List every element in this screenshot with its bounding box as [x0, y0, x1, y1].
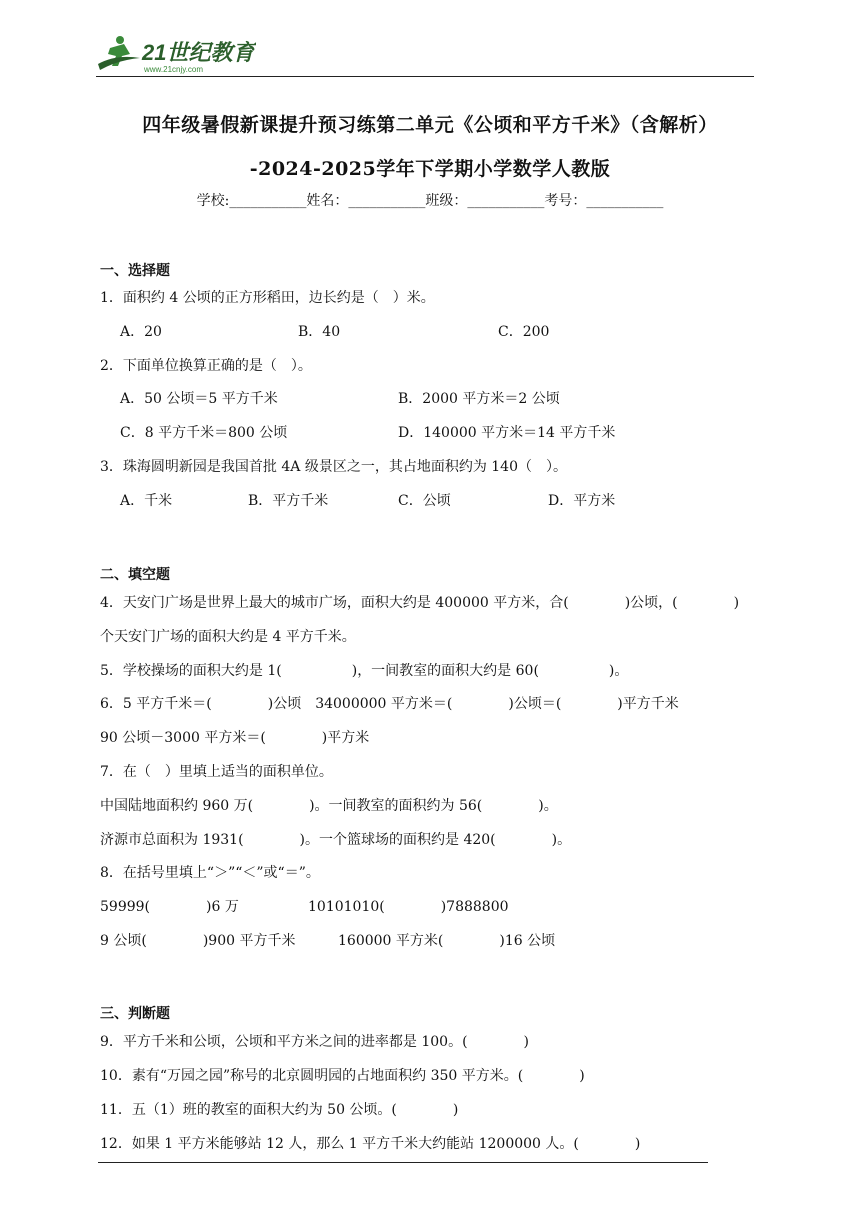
question-1-option-b: B．40 [298, 324, 341, 340]
question-12: 12．如果 1 平方米能够站 12 人，那么 1 平方千米大约能站 1200000 人。( ) [100, 1136, 641, 1152]
section-heading-fill: 二、填空题 [100, 567, 170, 583]
question-9: 9．平方千米和公顷，公顷和平方米之间的进率都是 100。( ) [100, 1034, 530, 1050]
section-heading-choice: 一、选择题 [100, 263, 170, 279]
question-4-line1: 4．天安门广场是世界上最大的城市广场，面积大约是 400000 平方米，合( )公顷，( ) [100, 595, 740, 611]
question-10: 10．素有“万园之园”称号的北京圆明园的占地面积约 350 平方米。( ) [100, 1068, 585, 1084]
question-1-stem: 1．面积约 4 公顷的正方形稻田，边长约是（ ）米。 [100, 290, 435, 306]
question-8-item-c: 9 公顷( )900 平方千米 [100, 933, 296, 949]
page-title-line2: -2024-2025学年下学期小学数学人教版 [249, 158, 611, 180]
question-8-item-d: 160000 平方米( )16 公顷 [338, 933, 556, 949]
question-8-stem: 8．在括号里填上“＞”“＜”或“＝”。 [100, 865, 320, 881]
header-rule [96, 76, 754, 77]
question-7-line1: 中国陆地面积约 960 万( )。一间教室的面积约为 56( )。 [100, 798, 558, 814]
question-2-stem: 2．下面单位换算正确的是（ ）。 [100, 358, 312, 374]
question-7-line2: 济源市总面积为 1931( )。一个篮球场的面积约是 420( )。 [100, 832, 572, 848]
question-8-item-a: 59999( )6 万 [100, 899, 239, 915]
section-heading-judge: 三、判断题 [100, 1006, 170, 1022]
page-title-line1: 四年级暑假新课提升预习练第二单元《公顷和平方千米》（含解析） [142, 114, 718, 136]
question-6-line1: 6．5 平方千米＝( )公顷 34000000 平方米＝( )公顷＝( )平方千米 [100, 696, 679, 712]
student-info-line: 学校:___________姓名：___________班级：___________考号：___________ [196, 193, 664, 209]
question-8-item-b: 10101010( )7888800 [308, 899, 509, 915]
question-4-line2: 个天安门广场的面积大约是 4 平方千米。 [100, 629, 356, 645]
question-11: 11．五（1）班的教室的面积大约为 50 公顷。( ) [100, 1102, 459, 1118]
question-3-option-c: C．公顷 [398, 493, 451, 509]
footer-rule [98, 1162, 708, 1163]
question-2-option-d: D．140000 平方米＝14 平方千米 [398, 425, 616, 441]
site-logo [96, 34, 256, 76]
logo-url: www.21cnjy.com [144, 65, 203, 74]
question-3-option-a: A．千米 [120, 493, 173, 509]
logo-graphic [96, 34, 256, 76]
question-3-stem: 3．珠海圆明新园是我国首批 4A 级景区之一，其占地面积约为 140（ ）。 [100, 459, 567, 475]
question-6-line2: 90 公顷－3000 平方米＝( )平方米 [100, 730, 370, 746]
question-7-stem: 7．在（ ）里填上适当的面积单位。 [100, 764, 333, 780]
question-5: 5．学校操场的面积大约是 1( )，一间教室的面积大约是 60( )。 [100, 663, 629, 679]
logo-text: 21世纪教育 [142, 40, 255, 65]
question-1-option-c: C．200 [498, 324, 550, 340]
question-1-option-a: A．20 [120, 324, 162, 340]
question-2-option-b: B．2000 平方米＝2 公顷 [398, 391, 560, 407]
question-2-option-c: C．8 平方千米＝800 公顷 [120, 425, 288, 441]
question-3-option-b: B．平方千米 [248, 493, 329, 509]
question-3-option-d: D．平方米 [548, 493, 616, 509]
question-2-option-a: A．50 公顷＝5 平方千米 [120, 391, 278, 407]
